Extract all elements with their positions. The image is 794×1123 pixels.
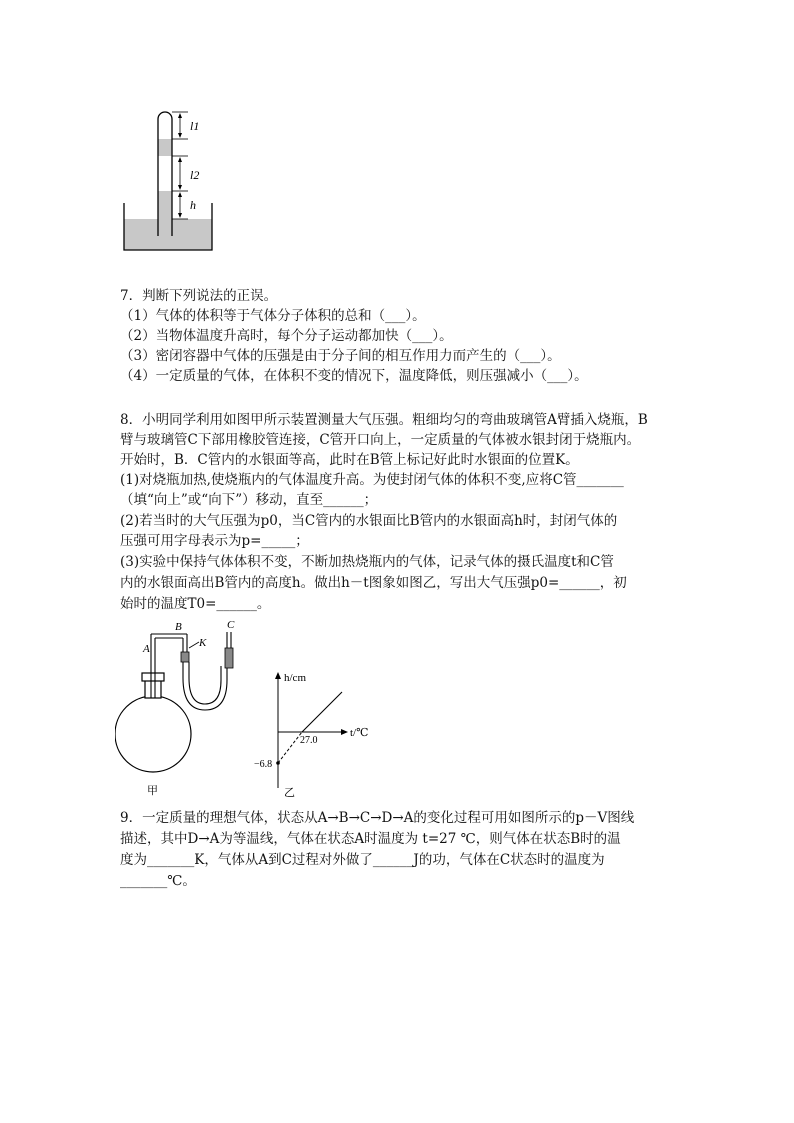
q7-item-4: （4）一定质量的气体，在体积不变的情况下，温度降低，则压强减小（___）。 xyxy=(120,368,588,384)
q8-line-3: 开始时，B．C管内的水银面等高，此时在B管上标记好此时水银面的位置K。 xyxy=(120,452,579,468)
q8-line-1: 8．小明同学利用如图甲所示装置测量大气压强。粗细均匀的弯曲玻璃管A臂插入烧瓶，B xyxy=(120,412,648,428)
label-k: K xyxy=(199,637,207,649)
tick-y: −6.8 xyxy=(254,759,273,770)
q8-line-8: (3)实验中保持气体体积不变，不断加热烧瓶内的气体，记录气体的摄氏温度t和C管 xyxy=(120,554,614,570)
q9-line-1: 9．一定质量的理想气体，状态从A→B→C→D→A的变化过程可用如图所示的p－V图线 xyxy=(120,810,635,826)
label-l2: l2 xyxy=(190,168,200,182)
flask-apparatus-diagram xyxy=(115,618,255,798)
q7-item-2: （2）当物体温度升高时，每个分子运动都加快（___）。 xyxy=(120,328,453,344)
q8-line-7: 压强可用字母表示为p=_____； xyxy=(120,533,309,549)
flask-bulb xyxy=(115,696,191,772)
q8-line-2: 臂与玻璃管C下部用橡胶管连接，C管开口向上，一定质量的气体被水银封闭于烧瓶内。 xyxy=(120,432,641,448)
mercury-column-upper xyxy=(158,139,172,156)
q7-item-3: （3）密闭容器中气体的压强是由于分子间的相互作用力而产生的（___）。 xyxy=(120,348,561,364)
q8-line-4: (1)对烧瓶加热,使烧瓶内的气体温度升高。为使封闭气体的体积不变,应将C管_______ xyxy=(120,472,624,488)
q8-line-9: 内的水银面高出B管内的高度h。做出h－t图象如图乙，写出大气压强p0=______，初 xyxy=(120,575,627,591)
caption-jia: 甲 xyxy=(147,785,158,797)
data-line-dashed xyxy=(278,732,302,763)
q8-line-6: (2)若当时的大气压强为p0，当C管内的水银面比B管内的水银面高h时，封闭气体的 xyxy=(120,513,618,529)
caption-yi: 乙 xyxy=(284,787,295,798)
point-y-intercept xyxy=(276,761,280,765)
h-t-graph xyxy=(250,668,380,798)
tick-x: 27.0 xyxy=(300,735,318,746)
q9-line-4: _______℃。 xyxy=(120,873,196,889)
x-axis-label: t/℃ xyxy=(350,727,369,739)
label-c: C xyxy=(227,619,235,631)
label-a: A xyxy=(143,643,150,655)
y-axis-label: h/cm xyxy=(284,672,306,684)
label-l1: l1 xyxy=(190,119,200,133)
q9-line-2: 描述，其中D→A为等温线，气体在状态A时温度为 t=27 ℃，则气体在状态B时的温 xyxy=(120,831,621,847)
q9-line-3: 度为_______K，气体从A到C过程对外做了______J的功，气体在C状态时的温度为 xyxy=(120,852,605,868)
q8-line-10: 始时的温度T0=______。 xyxy=(120,596,271,612)
tube-diagram xyxy=(118,105,218,255)
label-b: B xyxy=(175,621,182,633)
mercury-column-lower xyxy=(158,191,172,236)
q7-item-1: （1）气体的体积等于气体分子体积的总和（___）。 xyxy=(120,308,426,324)
q7-title: 7．判断下列说法的正误。 xyxy=(120,288,278,304)
q8-line-5: （填“向上”或“向下”）移动，直至______； xyxy=(120,492,378,508)
data-line-solid xyxy=(302,692,342,732)
label-h: h xyxy=(190,198,196,212)
